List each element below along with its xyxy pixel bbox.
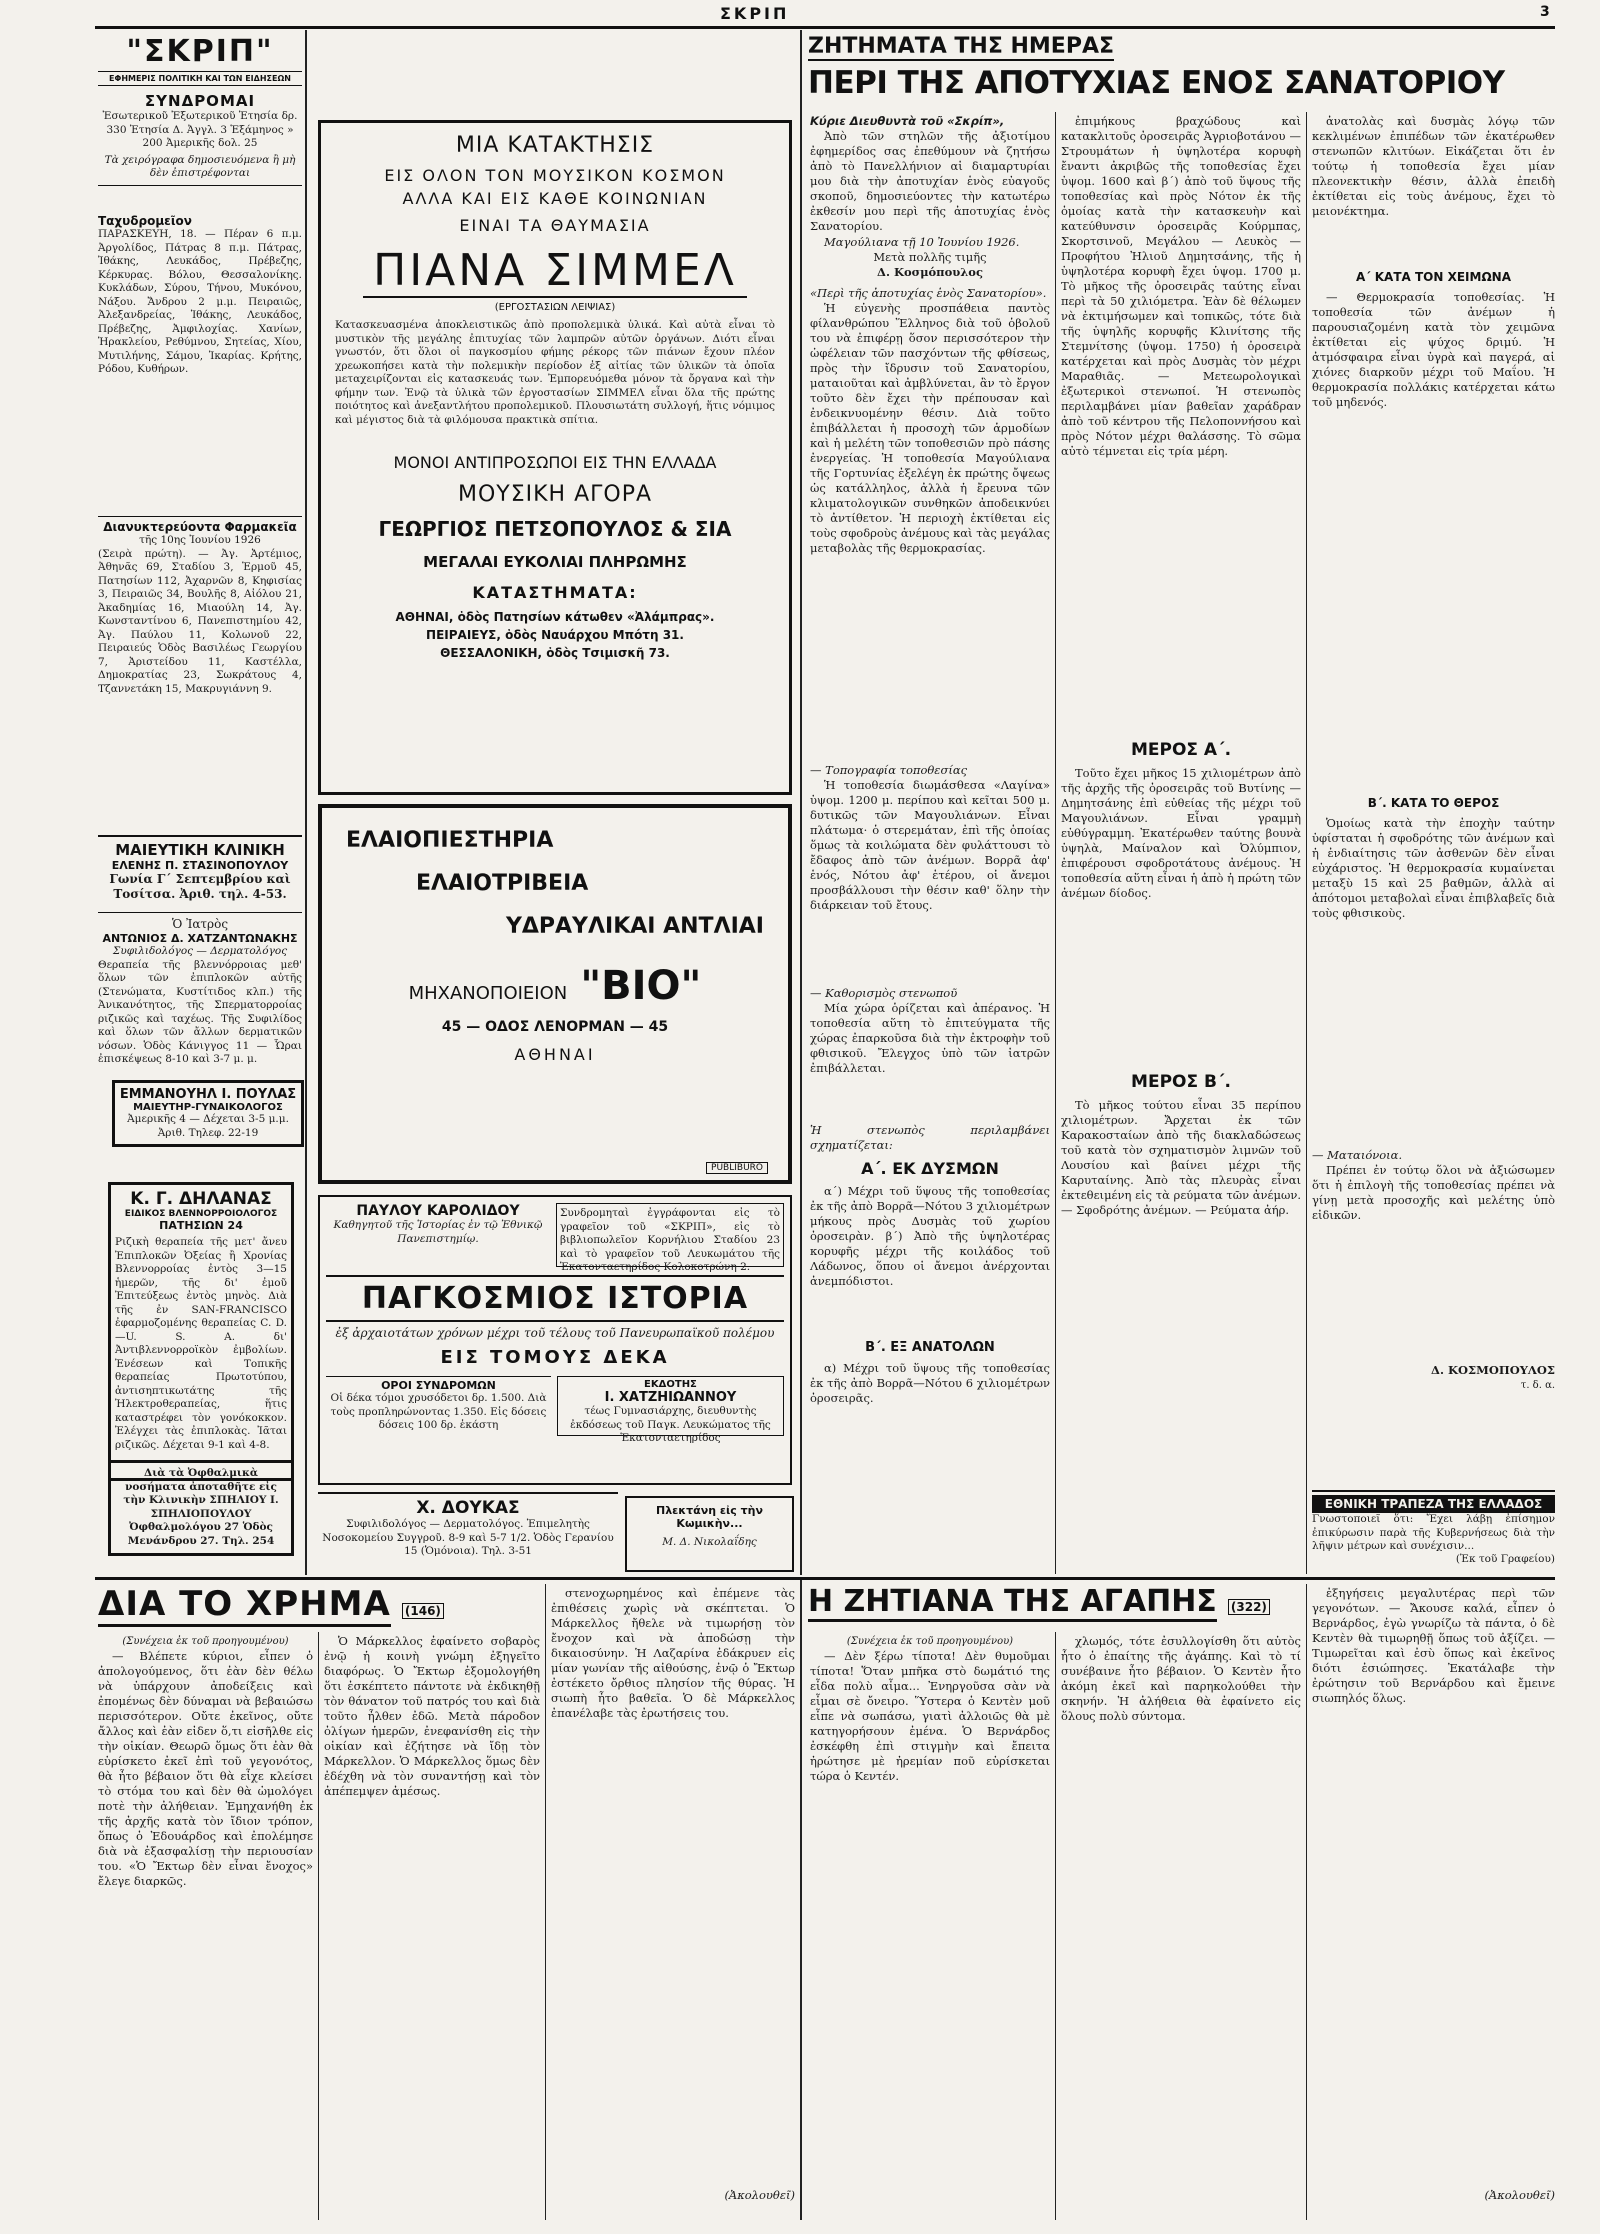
clinic-name: ΕΛΕΝΗΣ Π. ΣΤΑΣΙΝΟΠΟΥΛΟΥ [111, 859, 289, 872]
notice: Τὰ χειρόγραφα δημοσιευόμενα ἢ μὴ δὲν ἐπιστρέφονται [98, 154, 302, 186]
article-subheading-4: Ἡ στενωπὸς περιλαμβάνει σχηματίζεται: [810, 1123, 1050, 1152]
ad-pianos-terms: ΜΕΓΑΛΑΙ ΕΥΚΟΛΙΑΙ ΠΛΗΡΩΜΗΣ [423, 553, 687, 571]
ad-vio-brand: "ΒΙΟ" [580, 963, 702, 1009]
article-subheading-1: «Περὶ τῆς ἀποτυχίας ἑνὸς Σανατορίου». [810, 286, 1047, 300]
article-summer-heading: Β΄. ΚΑΤΑ ΤΟ ΘΕΡΟΣ [1367, 796, 1500, 810]
paper-subtitle: ΕΦΗΜΕΡΙΣ ΠΟΛΙΤΙΚΗ ΚΑΙ ΤΩΝ ΕΙΔΗΣΕΩΝ [98, 71, 302, 86]
ad-history-publisher: Ι. ΧΑΤΖΗΙΩΑΝΝΟΥ [604, 1390, 737, 1405]
serial1-continued: (Συνέχεια ἐκ τοῦ προηγουμένου) [122, 1636, 289, 1647]
article-subheading-2: — Τοπογραφία τοποθεσίας [810, 763, 968, 777]
ad-pianos [318, 120, 792, 795]
article-headline: ΠΕΡΙ ΤΗΣ ΑΠΟΤΥΧΙΑΣ ΕΝΟΣ ΣΑΝΑΤΟΡΙΟΥ [808, 65, 1505, 101]
article-malaria-heading: — Ματαιόνοια. [1312, 1148, 1403, 1162]
ad-history-terms: Οἱ δέκα τόμοι χρυσόδετοι δρ. 1.500. Διὰ τοὺς προπληρώνοντας 1.350. Εἰς δόσεις δόσεις 100 δρ. ἑκάστη [330, 1392, 547, 1431]
pharmacies-text: (Σειρὰ πρώτη). — Ἀγ. Ἀρτέμιος, Ἀθηνᾶς 69, Σταδίου 3, Ἑρμοῦ 45, Πατησίων 112, Ἀχαρνῶν 8, Κηφισίας 3, Πειραιῶς 34, Βουλῆς 8, Αἰόλου 21, Ἀκαδημίας 16, Μιαούλη 14, Ἀγ. Κωνσταντίνου 6, Πανεπιστημίου 42, Ἀγ. Παύλου 11, Κολωνοῦ 22, Πειραιεύς Ὁδὸς Βασιλέως Γεωργίου 7, Ἀριστείδου 11, Καστέλλα, Δημοκρατίας 23, Σωκράτους 4, Τζαννετάκη 15, Μακρυγιάννη 9. [98, 547, 302, 695]
ad-pianos-body: Κατασκευασμένα ἀποκλειστικῶς ἀπὸ προπολεμικὰ ὑλικά. Καὶ αὐτὰ εἶναι τὸ μυστικὸν τῆς μεγάλης ἐπιτυχίας τῶν λαμπρῶν αὐτῶν ὀργάνων. Διότι εἶναι γνωστόν, ὅτι ὅλοι οἱ παγκοσμίου φήμης ρέκορς τῶν πιάνων ἔχουν πλέον χρεωκοπήσει κατὰ τὴν πολεμικὴν περίοδον ἐξ αἰτίας τῶν ὑλικῶν τὰ ὁποῖα μεταχειρίζονται εἰς κατασκευάς των. Ἐμπορευόμεθα μόνον τὰ ὄργανα καὶ τὴν φήμην των. Ἐνῷ τὰ ὑλικὰ τῶν ἐργοστασίων ΣΙΜΜΕΛ εἶναι ὅλα τῆς πρώτης ποιότητος καὶ ἀνεξαντλήτου προπολεμικοῦ. Πλουσιωτάτη συλλογή, ἥτις νόμιμος καὶ μέγιστος διὰ τὰ φιλόμουσα πρακτικὰ σπίτια. [335, 319, 775, 426]
article-body-2: Ἡ τοποθεσία διωμάσθεσα «Λαγίνα» ὑψομ. 1200 μ. περίπου καὶ κεῖται 500 μ. δυτικῶς τῶν Μαγουλιάνων. Εἶναι πλάτωμα· ὁ στερεμάταν, ἐπὶ τῆς ὁποίας ὅμως τὰ κοιλώματα δὲν φυλάττουσι τὸ ἔδαφος ἀπὸ τῶν ἀνέμων. Βορρᾶ ἀφ' ἑνός, Νότου ἀφ' ἑτέρου, οἱ ἄνεμοι προσβάλλουσι τὴν θέσιν καθ' ὅλην τὴν διάρκειαν τοῦ ἔτους. [810, 778, 1050, 912]
ad-bank-title: ΕΘΝΙΚΗ ΤΡΑΠΕΖΑ ΤΗΣ ΕΛΛΑΔΟΣ [1312, 1495, 1555, 1513]
clinic-heading: ΜΑΙΕΥΤΙΚΗ ΚΛΙΝΙΚΗ [115, 841, 285, 859]
article-signature: Δ. Κοσμόπουλος [877, 265, 983, 279]
masthead-name: ΣΚΡΙΠ [720, 4, 790, 23]
article-col2-text: ἐπιμήκους βραχώδους καὶ κατακλιτοῦς ὀροσειρᾶς Ἀγριοβοτάνου — Στρουμάτων ἡ ὑψηλοτέρα κορυφὴ ἔναντι ἀκριβῶς τῆς τοποθεσίας ἔχει ὑψομ. 1600 καὶ β΄) ἀπὸ τοῦ ὕψους τῆς τοποθεσίας καὶ πρὸς Νότον ἐκ τῆς ὁμοίας κατὰ τὴν κατασκευὴν καὶ κατεύθυνσιν ὀροσειρᾶς Κούρμπας, Σκορτσινοῦ, Μεγάλου — Λευκὸς — Προφήτου Ἠλιοῦ Δημητσάνης, τῆς ἡ ὑψηλοτέρα κορυφὴ ἔχει ὑψομ. 1700 μ. Τὸ μῆκος τῆς ὀροσειρᾶς ταύτης εἶναι περὶ τὰ 50 χιλιόμετρα. Ἐὰν δὲ θέλωμεν νὰ ἐκτιμήσωμεν καὶ τοπικῶς, τότε διὰ τῆς ὑψηλῆς κορυφῆς Κλινίτσης τῆς Στεμνίτσης (ὑψομ. 1750) ἡ ὀροσειρὰ κατέρχεται καὶ πρὸς Δυσμὰς τὸν μέχρι Μαραθιᾶς. — Μετεωρολογικαὶ ἐξωτερικοὶ στενωποί. Ἡ στενωπὸς περιλαμβάνει μίαν βαθεῖαν χαράδραν ἀπὸ τοῦ κέντρου τῆς Πελοποννήσου καὶ πρὸς Νότον μέχρι θαλάσσης. Τὸ σῶμα αὐτὸ τέμνεται εἰς τρία μέρη. [1061, 114, 1301, 458]
ad-pianos-line1: ΜΙΑ ΚΑΤΑΚΤΗΣΙΣ [455, 133, 655, 158]
article-body-3: Μία χώρα ὁρίζεται καὶ ἀπέρανος. Ἡ τοποθεσία αὕτη τὸ ἐπιτεύγματα τῆς χώρας ἐπαρκοῦσα διὰ τὴν ἐκτροφὴν τοῦ φθισικοῦ. Ἔλεγχος ὑπὸ τῶν ἰατρῶν ἐπιβάλλεται. [810, 1001, 1050, 1075]
article-summer-text: Ὁμοίως κατὰ τὴν ἐποχὴν ταύτην ὑφίσταται ἡ σφοδρότης τῶν ἀνέμων καὶ ἡ ἐνδιαίτησις τῶν ἀσθενῶν δὲν εἶναι εὐχάριστος. Ἡ θερμοκρασία κυμαίνεται μεταξὺ 15 καὶ 25 βαθμῶν, ἀλλὰ αἱ ἀπότομοι μεταβολαὶ εἶναι ἐπιβλαβεῖς διὰ τοὺς φθισικοὺς. [1312, 816, 1555, 920]
article-body-6: α) Μέχρι τοῦ ὕψους τῆς τοποθεσίας ἐκ τῆς ἀπὸ Βορρᾶ—Νότου 6 χιλιομέτρων ὀροσειρᾶς. [810, 1361, 1050, 1405]
ad-bank [1312, 1490, 1555, 1574]
ad-vio-city: ΑΘΗΝΑΙ [514, 1045, 596, 1064]
serial2-continued: (Συνέχεια ἐκ τοῦ προηγουμένου) [846, 1636, 1014, 1647]
doctor1-text: Θεραπεία τῆς βλεννόρροιας μεθ' ὅλων τῶν ἐπιπλοκῶν αὐτῆς (Στενώματα, Κυστίτιδος κλπ.) τῆς Ἀνικανότητος, τῆς Σπερματορροίας ριζικῶς καὶ ταχέως. Τῆς Συφιλίδος καὶ ὅλων τῶν ἄλλων δερματικῶν νόσων. Ὁδὸς Κάνιγγος 11 — Ὧραι ἐπισκέψεως 8-10 καὶ 3-7 μ. μ. [98, 958, 302, 1065]
doctor3-text: Ριζικὴ θεραπεία τῆς μετ' ἄνευ Ἐπιπλοκῶν Ὀξείας ἢ Χρονίας Βλεννορροίας ἐντὸς 3—15 ἡμερῶν, τῆς δι' ἐμοῦ Ἐπιτεύξεως ἐντὸς μηνὸς. Διὰ τῆς ἐν SAN-FRANCISCO ἐφαρμοζομένης θεραπείας C. D.—U. S. A. δι' Ἀντιβλεννορροϊκὸν ἐμβολίων. Ἐνέσεων καὶ Τοπικῆς θεραπείας Πρωτοτύπου, ἀντισηπτικωτάτης τῆς Ἠλεκτροθεραπείας, ἥτις καταστρέφει τὸν γονόκοκκον. Ἐλέγχει τὰς ἐπιπλοκὰς. Ἰᾶται ριζικῶς. Δέχεται 9-1 καὶ 4-8. [115, 1236, 287, 1451]
article-section-west: Α΄. ΕΚ ΔΥΣΜΩΝ [861, 1159, 999, 1178]
ad-history-subtitle: ἐξ ἀρχαιοτάτων χρόνων μέχρι τοῦ τέλους τοῦ Πανευρωπαϊκοῦ πολέμου [335, 1326, 775, 1340]
serial2-next: (Ἀκολουθεῖ) [1484, 2188, 1555, 2202]
subscriptions-heading: ΣΥΝΔΡΟΜΑΙ [144, 92, 256, 110]
doctor2-specialty: ΜΑΙΕΥΤΗΡ-ΓΥΝΑΙΚΟΛΟΓΟΣ [133, 1102, 283, 1113]
ad-history-author: ΠΑΥΛΟΥ ΚΑΡΟΛΙΔΟΥ [356, 1203, 520, 1219]
serial1-episode: (146) [402, 1603, 444, 1619]
ad-pianos-store2: ΠΕΙΡΑΙΕΥΣ, ὁδὸς Ναυάρχου Μπότη 31. [426, 628, 684, 642]
ad-pianos-shop: ΜΟΥΣΙΚΗ ΑΓΟΡΑ [457, 482, 653, 507]
ad-vio-line2: ΕΛΑΙΟΤΡΙΒΕΙΑ [416, 871, 589, 896]
article-part-b: ΜΕΡΟΣ Β΄. [1131, 1072, 1231, 1092]
article-part-b-text: Τὸ μῆκος τούτου εἶναι 35 περίπου χιλιομέτρων. Ἄρχεται ἐκ τῶν Καρακοσταίων ἀπὸ τῆς διακλαδώσεως τοῦ κατὰ τὸν σχηματισμὸν λιμνῶν τοῦ Λουσίου καὶ βαίνει μέχρι τῆς Καρυταίνης. Ἀπὸ τὰς πλευρὰς εἶναι ἐκτεθειμένη εἰς τὰ ρεύματα τῶν ἀνέμων. — Σφοδρότης ἀνέμων. — Ρεύματα ἀήρ. [1061, 1098, 1301, 1217]
posts-text: ΠΑΡΑΣΚΕΥΗ, 18. — Πέραν 6 π.μ. Ἀργολίδος, Πάτρας 8 π.μ. Πάτρας, Ἰθάκης, Λευκάδος, Πρέβεζης, Κέρκυρας. Βόλου, Θεσσαλονίκης. Κυκλάδων, Σύρου, Τήνου, Μυκόνου, Νάξου. Ἄνδρου 2 μ.μ. Πειραιῶς, Ἀλεξανδρείας, Ἰθάκης, Λευκάδος, Πρέβεζης, Ἀμφιλοχίας. Χανίων, Ἡρακλείου, Ρεθύμνου, Σητείας, Χίου, Μυτιλήνης, Σάμου, Ἰκαρίας. Κρήτης, Ρόδου, Κυθήρων. [98, 228, 302, 375]
article-section-east: Β΄. ΕΞ ΑΝΑΤΟΛΩΝ [865, 1340, 995, 1355]
ad-play-sub: Μ. Δ. Νικολαΐδης [662, 1536, 757, 1548]
ad-bank-text: Γνωστοποιεῖ ὅτι: Ἔχει λάβῃ ἐπίσημον ἐπικύρωσιν παρὰ τῆς Κυβερνήσεως διὰ τὴν λῆψιν μέτρων καὶ συνέχισιν... [1312, 1513, 1555, 1552]
doctor3-name: Κ. Γ. ΔΗΛΑΝΑΣ [130, 1189, 272, 1209]
doctor1-title: Ὁ Ἰατρὸς [171, 917, 229, 931]
ad-vio-line1: ΕΛΑΙΟΠΙΕΣΤΗΡΙΑ [346, 828, 554, 853]
article-closing: Πρέπει ἐν τούτῳ ὅλοι νὰ ἀξιώσωμεν ὅτι ἡ ἐπιλογὴ τῆς τοποθεσίας πρέπει νὰ γίνῃ μετὰ προσοχῆς καὶ μελέτης ὑπὸ εἰδικῶν. [1312, 1163, 1555, 1222]
serial2-title: Η ΖΗΤΙΑΝΑ ΤΗΣ ΑΓΑΠΗΣ [808, 1584, 1217, 1622]
ad-pianos-store1: ΑΘΗΝΑΙ, ὁδὸς Πατησίων κάτωθεν «Ἀλάμπρας». [395, 610, 715, 624]
posts-heading: Ταχυδρομεῖον [98, 214, 192, 228]
article-part-a-text: Τοῦτο ἔχει μῆκος 15 χιλιομέτρων ἀπὸ τῆς ἀρχῆς τῆς ὀροσειρᾶς τοῦ Βυτίνης — Δημητσάνης ἐπὶ εὐθείας τῆς μέχρι τοῦ Μαγουλιάνων. Εἶναι γραμμὴ εὐθύγραμμη. Ἐκατέρωθεν ταύτης βουνὰ ὑψηλὰ, Μαίναλον καὶ Ὀλύμπιον, ἐπιφέρουσι σφοδροτάτους ἀνέμους. Ἡ τοποθεσία αὕτη εἶναι ἡ ἀπὸ ἡ πρώτη τῶν ἀνέμων δίοδος. [1061, 766, 1301, 900]
paper-title: "ΣΚΡΙΠ" [126, 34, 274, 69]
doctor1-specialty: Συφιλιδολόγος — Δερματολόγος [112, 945, 288, 957]
serial2-col1: — Δὲν ξέρω τίποτα! Δὲν θυμοῦμαι τίποτα! Ὅταν μπῆκα στὸ δωμάτιό της εἶδα πολὺ αἷμα... Ἐνηργοῦσα σὰν νὰ εἶμαι σὲ ὄνειρο. Ὕστερα ὁ Κεντὲν μοῦ εἶπε νὰ σωπάσω, γιατὶ ἀλλοιῶς θὰ μὲ κατηγορήσουν ἐμένα. Ὁ Βερνάρδος ἐσκέφθη ἐπὶ στιγμὴν καὶ ἔπειτα ἠρώτησε μὲ ἠρεμίαν ποῦ εὑρίσκεται τώρα ὁ Κεντέν. [810, 1649, 1050, 1783]
pharmacies-heading: Διανυκτερεύοντα Φαρμακεῖα [98, 516, 302, 534]
article-salutation: Κύριε Διευθυντὰ τοῦ «Σκρίπ», [810, 114, 1005, 128]
ad-doukas-name: Χ. ΔΟΥΚΑΣ [416, 1498, 520, 1518]
serial2-col3: ἐξηγήσεις μεγαλυτέρας περὶ τῶν γεγονότων. — Ἄκουσε καλά, εἶπεν ὁ Βερνάρδος, ἐγὼ γνωρίζω τὰ πάντα, ὁ δὲ Κεντὲν θὰ τιμωρηθῇ ὅπως τοῦ ἀξίζει. — Τιμωρεῖται καὶ ἐσὺ ὅπως καὶ ἐκεῖνος διότι ἐσιώπησες. Ἐκατάλαβε τὴν ἐρώτησιν τοῦ Βερνάρδου καὶ ἔμεινε σιωπηλός ὅλως. [1312, 1586, 1555, 1705]
ad-bank-source: (Ἐκ τοῦ Γραφείου) [1455, 1553, 1555, 1565]
ad-pianos-brand: ΠΙΑΝΑ ΣΙΜΜΕΛ [363, 245, 747, 298]
ad-pianos-reps: ΜΟΝΟΙ ΑΝΤΙΠΡΟΣΩΠΟΙ ΕΙΣ ΤΗΝ ΕΛΛΑΔΑ [393, 453, 717, 472]
doctor2-address: Ἀμερικῆς 4 — Δέχεται 3-5 μ.μ. Ἀριθ. Τηλεφ. 22-19 [127, 1113, 289, 1139]
ad-vio-line3: ΥΔΡΑΥΛΙΚΑΙ ΑΝΤΛΙΑΙ [505, 914, 764, 939]
doctor3-specialty: ΕΙΔΙΚΟΣ ΒΛΕΝΝΟΡΡΟΙΟΛΟΓΟΣ [124, 1209, 278, 1219]
article-intro: Ἀπὸ τῶν στηλῶν τῆς ἀξιοτίμου ἐφημερίδος σας ἐπεθύμουν νὰ ζητήσω ἀπὸ τὸ Πανελλήνιον αἱ διαμαρτυρίαι μου διὰ τὴν ἀποτυχίαν ἑνὸς εὐαγοῦς σκοποῦ, δημοσιεύοντες τὴν κατωτέρω ἐκθεσίν μου περὶ τῆς ἀποτυχίας ἑνὸς Σανατορίου. [810, 129, 1050, 233]
serial1-col1: — Βλέπετε κύριοι, εἶπεν ὁ ἀπολογούμενος, ὅτι ἐὰν δὲν θέλω νὰ ὑπάρχουν ἀποδείξεις καὶ ἐπομένως δὲν δύναμαι νὰ βεβαιώσω περισσότερον. Οὔτε ἐκεῖνος, οὔτε ἄλλος καὶ ἐὰν εἰδεν ὅ,τι εἰσῆλθε εἰς τὴν οἰκίαν. Θεωρῶ ὅμως ὅτι ἐὰν θὰ εὑρίσκετο ἐκεῖ ἐπὶ τοῦ γεγονότος, θὰ ἦτο βέβαιον ὅτι θὰ εἶχε κλείσει τὸ στόμα του καὶ δὲν θὰ ὡμολόγει ποτὲ τὴν ἀλήθειαν. Ἐμηχανήθη ἐκ τῆς ἀρχῆς κατὰ τὸν ἴδιον τρόπον, ὅπως ὁ Ἐδουάρδος καὶ ἐπολέμησε διὰ νὰ ἐξασφαλίσῃ τὴν περιουσίαν του. «Ὁ Ἔκτωρ δὲν εἶναι ἔνοχος» ἔλεγε διαρκῶς. [98, 1649, 313, 1888]
ad-history-publisher-heading: ΕΚΔΟΤΗΣ [644, 1379, 697, 1390]
doctor3-address: ΠΑΤΗΣΙΩΝ 24 [159, 1219, 243, 1232]
ad-pianos-owner: ΓΕΩΡΓΙΟΣ ΠΕΤΣΟΠΟΥΛΟΣ & ΣΙΑ [378, 517, 732, 541]
ad-doukas-text: Συφιλιδολόγος — Δερματολόγος. Ἐπιμελητὴς Νοσοκομείου Συγγροῦ. 8-9 καὶ 5-7 1/2. Ὁδὸς Γερανίου 15 (Ὁμόνοια). Τηλ. 3-51 [322, 1518, 614, 1557]
ad-history-note: Συνδρομηταὶ ἐγγράφονται εἰς τὸ γραφεῖον τοῦ «ΣΚΡΙΠ», εἰς τὸ βιβλιοπωλεῖον Κορνήλιου Σταδίου 23 καὶ τὸ γραφεῖον τοῦ Λευκωμάτου τῆς Ἑκατονταετηρίδος Κολοκοτρώνη 2. [559, 1207, 780, 1273]
ad-play [625, 1496, 794, 1572]
serial2-episode: (322) [1228, 1599, 1270, 1615]
doctor2-name: ΕΜΜΑΝΟΥΗΛ Ι. ΠΟΥΛΑΣ [119, 1087, 297, 1102]
ad-history-publisher-desc: τέως Γυμνασιάρχης, διευθυντὴς ἐκδόσεως τοῦ Παγκ. Λευκώματος τῆς Ἑκατονταετηρίδος [570, 1405, 771, 1444]
ad-doukas [318, 1492, 618, 1574]
article-body-5: α΄) Μέχρι τοῦ ὕψους τῆς τοποθεσίας ἐκ τῆς ἀπὸ Βορρᾶ—Νότου 3 χιλιομέτρων μήκους πρὸς Δυσμὰς τοῦ χωρίου ὀροσειρὰν. β΄) Ἀπὸ τῆς ὑψηλοτέρας κορυφῆς μέχρι τῆς κοιλάδος τοῦ Λάδωνος, ὅπου οἱ ἄνεμοι ἀνέρχονται ἀνεμπόδιστοι. [810, 1184, 1050, 1288]
ad-history-volumes: ΕΙΣ ΤΟΜΟΥΣ ΔΕΚΑ [440, 1347, 670, 1368]
ad-play-title: Πλεκτάνη εἰς τὴν Κωμικὴν... [656, 1504, 763, 1530]
eye-clinic-text: Διὰ τὰ Ὀφθαλμικὰ νοσήματα ἀποταθῆτε εἰς τὴν Κλινικὴν ΣΠΗΛΙΟΥ Ι. ΣΠΗΛΙΟΠΟΥΛΟΥ Ὀφθαλμολόγου 27 Ὁδὸς Μενάνδρου 27. Τηλ. 254 [123, 1467, 279, 1547]
ad-history-title: ΠΑΓΚΟΣΜΙΟΣ ΙΣΤΟΡΙΑ [326, 1275, 784, 1322]
pharmacies-date: τῆς 10ης Ἰουνίου 1926 [139, 534, 261, 546]
article-closing-signature-2: τ. δ. α. [1520, 1380, 1555, 1391]
ad-pianos-line4: ΕΙΝΑΙ ΤΑ ΘΑΥΜΑΣΙΑ [459, 216, 651, 235]
article-signoff: Μετὰ πολλῆς τιμῆς [873, 250, 987, 264]
page-number: 3 [1540, 4, 1550, 20]
serial1-col2: Ὁ Μάρκελλος ἐφαίνετο σοβαρὸς ἐνῷ ἡ κοινὴ γνώμη ἐξηγεῖτο διαφόρως. Ὁ Ἔκτωρ ἐξομολογήθη ὅτι ἐσκέπτετο πάντοτε νὰ ἐκδικηθῇ τὸν θάνατον τοῦ πατρός του καὶ διὰ τοῦτο ἦλθεν ἐδῶ. Μετὰ πάροδον ὀλίγων ἡμερῶν, ἐνεφανίσθη εἰς τὴν οἰκίαν καὶ ἐζήτησε νὰ ἴδῃ τὸν Μάρκελλον. Ὁ Μάρκελλος ὅμως δὲν ἐδέχθη νὰ τὸν συναντήσῃ καὶ τὸν ἀπέπεμψεν ἀμέσως. [324, 1634, 540, 1798]
ad-vio-maker: ΜΗΧΑΝΟΠΟΙΕΙΟΝ [408, 983, 568, 1004]
article-dateline: Μαγούλιανα τῇ 10 Ἰουνίου 1926. [824, 235, 1020, 249]
serial1-next: (Ἀκολουθεῖ) [724, 2188, 795, 2202]
article-subheading-3: — Καθορισμὸς στενωποῦ [810, 986, 958, 1000]
ad-vio [318, 804, 792, 1184]
ad-pianos-store3: ΘΕΣΣΑΛΟΝΙΚΗ, ὁδὸς Τσιμισκῆ 73. [440, 646, 670, 660]
article-body-1: Ἡ εὐγενὴς προσπάθεια παντὸς φίλανθρώπου Ἕλληνος διὰ τοῦ ὁβολοῦ του νὰ ἐπιφέρῃ ὅσον περισσότερον τὴν ὠφέλειαν τῶν πασχόντων τῆς φθίσεως, πρὸς τὴν ἴδρυσιν τοῦ Σανατορίου, ματαιοῦται καὶ ἀμβλύνεται, ἂν τὸ ἔργον τοῦτο δὲν ἔχει τὴν πρέπουσαν καὶ ἐνδεικνυομένην θέσιν. Διὰ τοῦτο ἐπιβάλλεται ἡ προσοχὴ τῶν ἁρμοδίων καὶ ἡ μελέτη τῶν τοποθεσιῶν πρὸ πάσης ἐνεργείας. Ἡ τοποθεσία Μαγούλιανα τῆς Γορτυνίας ἐξελέγη ἐκ πρώτης ὄψεως ὡς κατάλληλος, ἀλλὰ ἡ ἔρευνα τῶν κλιματολογικῶν συνθηκῶν ἀποδεικνύει τὸ ἀντίθετον. Ἡ περιοχὴ ἐκτίθεται εἰς τοὺς σφοδροὺς ἀνέμους καὶ τὰς μεγάλας μεταβολὰς τῆς θερμοκρασίας. [810, 301, 1051, 555]
ad-pianos-brand-sub: (ΕΡΓΟΣΤΑΣΙΩΝ ΛΕΙΨΙΑΣ) [494, 302, 616, 313]
ad-history [318, 1195, 792, 1485]
serial1-col3: στενοχωρημένος καὶ ἐπέμενε τὰς ἐπιθέσεις χωρὶς νὰ σκέπτεται. Ὁ Μάρκελλος ἤθελε νὰ τιμωρήσῃ τὸν ἔνοχον καὶ νὰ ἀποδώσῃ τὴν δικαιοσύνην. Ἡ Λαζαρίνα ἐδάκρυεν εἰς μίαν γωνίαν τῆς αἰθούσης, ἐνῷ ὁ Ἔκτωρ ἐστέκετο ὄρθιος πλησίον τῆς θύρας. Ἡ σιωπὴ ἦτο βαθεῖα. Ὁ δὲ Μάρκελλος ἐπανέλαβε τὰς ἐρωτήσεις του. [551, 1586, 795, 1720]
article-closing-signature: Δ. ΚΟΣΜΟΠΟΥΛΟΣ [1431, 1363, 1555, 1377]
ad-vio-address: 45 — ΟΔΟΣ ΛΕΝΟΡΜΑΝ — 45 [441, 1019, 669, 1035]
article-col3-text: ἀνατολὰς καὶ δυσμὰς λόγῳ τῶν κεκλιμένων ἐπιπέδων τῶν ἑκατέρωθεν στενωπῶν κλιτύων. Εἰκάζεται ὅτι ἐν τούτῳ ἡ τοποθεσία ἔχει μίαν πλεονεκτικὴν θέσιν, ἀλλὰ ἐπειδὴ ἐκτίθεται εἰς τοὺς ἀνέμους, ἔχει τὸ μειονέκτημα. [1312, 114, 1555, 218]
ad-pianos-line2: ΕΙΣ ΟΛΟΝ ΤΟΝ ΜΟΥΣΙΚΟΝ ΚΟΣΜΟΝ [384, 166, 726, 185]
ad-history-author-desc: Καθηγητοῦ τῆς Ἱστορίας ἐν τῷ Ἐθνικῷ Πανεπιστημίῳ. [333, 1219, 543, 1245]
serial1-title: ΔΙΑ ΤΟ ΧΡΗΜΑ [98, 1584, 391, 1627]
doctor1-name: ΑΝΤΩΝΙΟΣ Δ. ΧΑΤΖΑΝΤΩΝΑΚΗΣ [102, 932, 298, 945]
article-winter-text: — Θερμοκρασία τοποθεσίας. Ἡ τοποθεσία τῶν ἀνέμων ἡ παρουσιαζομένη κατὰ τὸν χειμῶνα ἐκτίθεται εἰς ψύχος δριμύ. Ἡ ἀτμόσφαιρα εἶναι ὑγρὰ καὶ παγερά, αἱ χιόνες διαρκοῦν μέχρι τοῦ Μαΐου. Ἡ θερμοκρασία πολλάκις κατέρχεται κάτω τοῦ μηδενός. [1312, 290, 1555, 409]
clinic-address: Γωνία Γ΄ Σεπτεμβρίου καὶ Τοσίτσα. Ἀριθ. τηλ. 4-53. [109, 872, 291, 901]
subscriptions-text: Ἐσωτερικοῦ Ἐξωτερικοῦ Ἐτησία δρ. 330 Ἐτησία Δ. Ἀγγλ. 3 Ἑξάμηνος » 200 Ἀμερικῆς δολ. 25 [102, 110, 298, 149]
article-part-a: ΜΕΡΟΣ Α΄. [1130, 740, 1232, 760]
article-winter-heading: Α΄ ΚΑΤΑ ΤΟΝ ΧΕΙΜΩΝΑ [1356, 270, 1511, 284]
ad-pianos-line3: ΑΛΛΑ ΚΑΙ ΕΙΣ ΚΑΘΕ ΚΟΙΝΩΝΙΑΝ [402, 189, 708, 208]
ad-history-terms-heading: ΟΡΟΙ ΣΥΝΔΡΟΜΩΝ [381, 1379, 496, 1392]
ad-pianos-stores-heading: ΚΑΤΑΣΤΗΜΑΤΑ: [472, 583, 638, 602]
serial2-col2: χλωμός, τότε ἐσυλλογίσθη ὅτι αὐτὸς ἦτο ὁ ἐπαίτης τῆς ἀγάπης. Καὶ τὸ τί συνέβαινε ἦτο βέβαιον. Ὁ Κεντὲν ἦτο ἀκόμη ἐκεῖ καὶ παρηκολούθει τὴν σκηνήν. Ἡ ἀλήθεια θὰ ἐφαίνετο εἰς ὅλους πολὺ σύντομα. [1061, 1634, 1301, 1723]
article-kicker: ΖΗΤΗΜΑΤΑ ΤΗΣ ΗΜΕΡΑΣ [808, 34, 1115, 59]
ad-vio-credit: PUBLIBURO [706, 1162, 768, 1174]
